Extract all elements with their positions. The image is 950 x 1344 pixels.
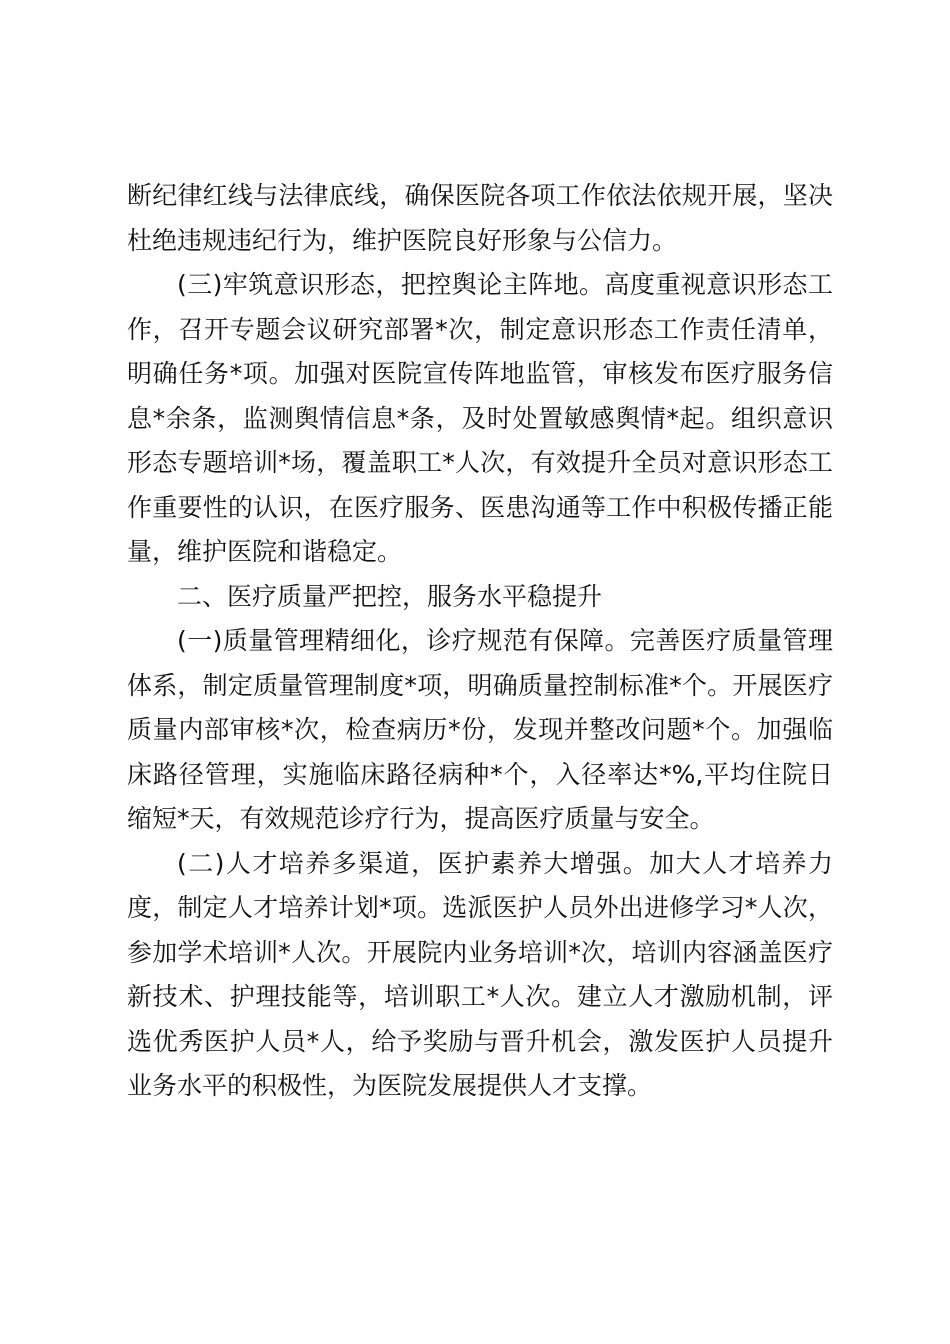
paragraph-quality-management: (一)质量管理精细化，诊疗规范有保障。完善医疗质量管理体系，制定质量管理制度*项，明确质量控制标准*个。开展医疗质量内部审核*次，检查病历*份，发现并整改问题*个。加强临床路径管理，实施临床路径病种*个，入径率达*%,平均住院日缩短*天，有效规范诊疗行为，提高医疗质量与安全。 [127, 626, 833, 833]
section-heading-medical-quality: 二、医疗质量严把控，服务水平稳提升 [177, 581, 603, 611]
paragraph-talent-training: (二)人才培养多渠道，医护素养大增强。加大人才培养力度，制定人才培养计划*项。选派医护人员外出进修学习*人次，参加学术培训*人次。开展院内业务培训*次，培训内容涵盖医疗新技术、护理技能等，培训职工*人次。建立人才激励机制，评选优秀医护人员*人，给予奖励与晋升机会，激发医护人员提升业务水平的积极性，为医院发展提供人才支撑。 [127, 848, 833, 1100]
document-body [127, 174, 833, 1109]
paragraph-ideology: (三)牢筑意识形态，把控舆论主阵地。高度重视意识形态工作，召开专题会议研究部署*次，制定意识形态工作责任清单，明确任务*项。加强对医院宣传阵地监管，审核发布医疗服务信息*余条，监测舆情信息*条，及时处置敏感舆情*起。组织意识形态专题培训*场，覆盖职工*人次，有效提升全员对意识形态工作重要性的认识，在医疗服务、医患沟通等工作中积极传播正能量，维护医院和谐稳定。 [127, 270, 833, 566]
paragraph-continued-discipline: 断纪律红线与法律底线，确保医院各项工作依法依规开展，坚决杜绝违规违纪行为，维护医院良好形象与公信力。 [127, 181, 833, 255]
